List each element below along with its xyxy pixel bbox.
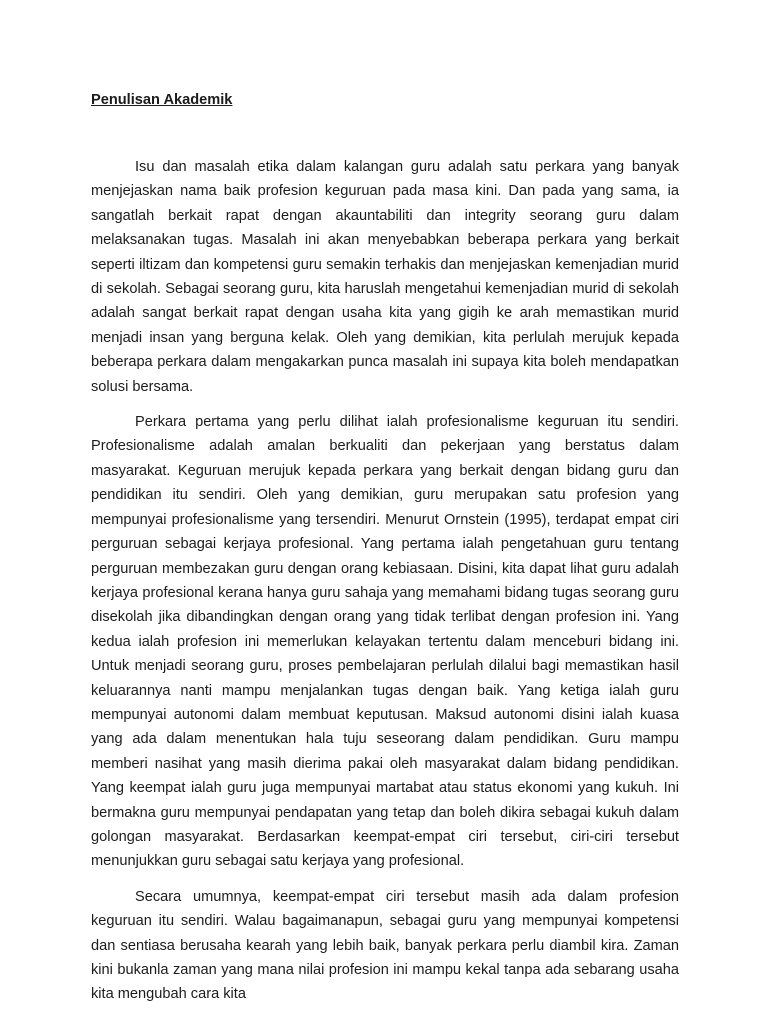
document-title: Penulisan Akademik — [91, 92, 233, 108]
document-body — [91, 90, 679, 1018]
paragraph-umumnya: Secara umumnya, keempat-empat ciri tersebut masih ada dalam profesion keguruan itu sendiri. Walau bagaimanapun, sebagai guru yang mempunyai kompetensi dan sentiasa berusaha kearah yang lebih baik, banyak perkara perlu diambil kira. Zaman kini bukanla zaman yang mana nilai profesion ini mampu kekal tanpa ada sebarang usaha kita mengubah cara kita — [91, 888, 679, 1003]
paragraph-profesionalisme: Perkara pertama yang perlu dilihat ialah profesionalisme keguruan itu sendiri. Profesionalisme adalah amalan berkualiti dan pekerjaan yang berstatus dalam masyarakat. Keguruan merujuk kepada perkara yang berkait dengan bidang guru dan pendidikan itu sendiri. Oleh yang demikian, guru merupakan satu profesion yang mempunyai profesionalisme yang tersendiri. Menurut Ornstein (1995), terdapat empat ciri perguruan sebagai kerjaya profesional. Yang pertama ialah pengetahuan guru tentang perguruan membezakan guru dengan orang kebiasaan. Disini, kita dapat lihat guru adalah kerjaya profesional kerana hanya guru sahaja yang memahami bidang tugas seorang guru disekolah jika dibandingkan dengan orang yang tidak terlibat dengan profesion ini. Yang kedua ialah profesion ini memerlukan kelayakan tertentu dalam menceburi bidang ini. Untuk menjadi seorang guru, proses pembelajaran perlulah dilalui bagi memastikan hasil keluarannya nanti mampu menjalankan tugas dengan baik. Yang ketiga ialah guru mempunyai autonomi dalam membuat keputusan. Maksud autonomi disini ialah kuasa yang ada dalam menentukan hala tuju seseorang dalam pendidikan. Guru mampu memberi nasihat yang masih dierima pakai oleh masyarakat dalam bidang pendidikan. Yang keempat ialah guru juga mempunyai martabat atau status ekonomi yang kukuh. Ini bermakna guru mempunyai pendapatan yang tetap dan boleh dikira sebagai kukuh dalam golongan masyarakat. Berdasarkan keempat-empat ciri tersebut, ciri-ciri tersebut menunjukkan guru sebagai satu kerjaya yang profesional. — [91, 414, 679, 870]
paragraph-intro: Isu dan masalah etika dalam kalangan guru adalah satu perkara yang banyak menjejaskan nama baik profesion keguruan pada masa kini. Dan pada yang sama, ia sangatlah berkait rapat dengan akauntabiliti dan integrity seorang guru dalam melaksanakan tugas. Masalah ini akan menyebabkan beberapa perkara yang berkait seperti iltizam dan kompetensi guru semakin terhakis dan menjejaskan kemenjadian murid di sekolah. Sebagai seorang guru, kita haruslah mengetahui kemenjadian murid di sekolah adalah sangat berkait rapat dengan usaha kita yang gigih ke arah memastikan murid menjadi insan yang berguna kelak. Oleh yang demikian, kita perlulah merujuk kepada beberapa perkara dalam mengakarkan punca masalah ini supaya kita boleh mendapatkan solusi bersama. — [91, 159, 679, 395]
